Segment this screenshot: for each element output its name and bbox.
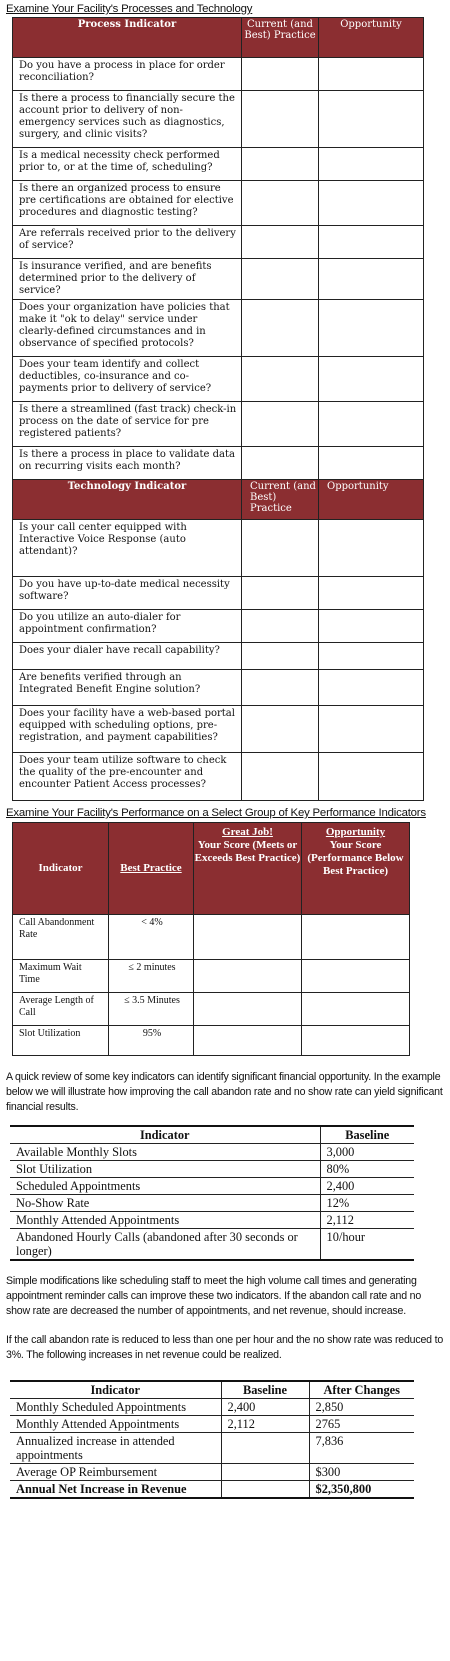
opportunity-cell[interactable] <box>319 226 424 259</box>
changes-indicator: Average OP Reimbursement <box>10 1464 221 1481</box>
baseline-indicator: Scheduled Appointments <box>10 1178 320 1195</box>
opportunity-cell[interactable] <box>319 610 424 643</box>
changes-baseline <box>221 1433 309 1464</box>
changes-indicator: Monthly Scheduled Appointments <box>10 1399 221 1416</box>
table-row <box>13 520 424 577</box>
opportunity-score-title: Opportunity <box>325 826 386 838</box>
opportunity-score-subtitle: Your Score (Performance Below Best Practice) <box>307 839 404 877</box>
changes-baseline <box>221 1481 309 1499</box>
current-cell[interactable] <box>242 577 319 610</box>
great-job-score-cell[interactable] <box>194 1026 302 1056</box>
current-cell[interactable] <box>242 58 319 91</box>
changes-baseline <box>221 1464 309 1481</box>
baseline-table <box>10 1125 414 1261</box>
table-row <box>10 1144 414 1161</box>
great-job-score-cell[interactable] <box>194 993 302 1026</box>
technology-question: Does your team utilize software to check the quality of the pre-encounter and encounter Patient Access processes? <box>13 753 242 801</box>
process-header-row <box>13 18 424 58</box>
table-row <box>10 1212 414 1229</box>
technology-question: Does your facility have a web-based portal equipped with scheduling options, pre-registration, and payment capabilities? <box>13 706 242 753</box>
changes-indicator: Annualized increase in attended appointments <box>10 1433 221 1464</box>
technology-question: Do you utilize an auto-dialer for appointment confirmation? <box>13 610 242 643</box>
kpi-best-practice-header: Best Practice <box>109 823 194 915</box>
changes-indicator: Annual Net Increase in Revenue <box>10 1481 221 1499</box>
opportunity-header: Opportunity <box>319 18 424 58</box>
technology-question: Are benefits verified through an Integrated Benefit Engine solution? <box>13 670 242 706</box>
current-practice-header: Current (and Best) Practice <box>242 18 319 58</box>
kpi-best-practice: ≤ 2 minutes <box>109 960 194 993</box>
process-question: Does your organization have policies that make it "ok to delay" service under clearly-defined circumstances and in observance of specified protocols? <box>13 300 242 357</box>
current-cell[interactable] <box>242 610 319 643</box>
technology-header-row <box>13 480 424 520</box>
current-cell[interactable] <box>242 643 319 670</box>
opportunity-header: Opportunity <box>319 480 424 520</box>
table-row <box>10 1481 414 1499</box>
technology-question: Is your call center equipped with Interactive Voice Response (auto attendant)? <box>13 520 242 577</box>
baseline-value-header: Baseline <box>320 1126 414 1144</box>
kpi-indicator: Call Abandonment Rate <box>13 915 109 960</box>
current-cell[interactable] <box>242 91 319 148</box>
baseline-indicator: Available Monthly Slots <box>10 1144 320 1161</box>
opportunity-score-cell[interactable] <box>302 960 410 993</box>
after-changes-table <box>10 1380 414 1499</box>
intro-paragraph: A quick review of some key indicators can identify significant financial opportunity. In the example below we will illustrate how improving the call abandon rate and no show rate can yield significant financial results. <box>6 1071 443 1113</box>
current-cell[interactable] <box>242 706 319 753</box>
baseline-value: 80% <box>320 1161 414 1178</box>
current-cell[interactable] <box>242 259 319 300</box>
table-row <box>13 259 424 300</box>
opportunity-score-cell[interactable] <box>302 915 410 960</box>
table-row <box>13 357 424 402</box>
changes-baseline: 2,112 <box>221 1416 309 1433</box>
table-row <box>13 993 410 1026</box>
process-question: Are referrals received prior to the delivery of service? <box>13 226 242 259</box>
opportunity-score-header <box>302 823 410 915</box>
changes-baseline-header: Baseline <box>221 1381 309 1399</box>
opportunity-cell[interactable] <box>319 753 424 801</box>
baseline-header-row <box>10 1126 414 1144</box>
opportunity-cell[interactable] <box>319 402 424 447</box>
reduction-paragraph: If the call abandon rate is reduced to less than one per hour and the no show rate was reduced to 3%. The following increases in net revenue could be realized. <box>6 1334 444 1361</box>
opportunity-cell[interactable] <box>319 91 424 148</box>
current-cell[interactable] <box>242 520 319 577</box>
opportunity-cell[interactable] <box>319 181 424 226</box>
current-cell[interactable] <box>242 226 319 259</box>
baseline-value: 2,400 <box>320 1178 414 1195</box>
technology-question: Does your dialer have recall capability? <box>13 643 242 670</box>
table-row <box>13 181 424 226</box>
changes-after-header: After Changes <box>309 1381 414 1399</box>
modifications-paragraph: Simple modifications like scheduling staff to meet the high volume call times and generating appointment reminder calls can improve these two indicators. If the abandon call rate and no show rate are decreased the number of appointments, and net revenue, should increase. <box>6 1275 422 1317</box>
current-practice-header: Current (and Best) Practice <box>242 480 319 520</box>
current-cell[interactable] <box>242 447 319 480</box>
table-row <box>10 1433 414 1464</box>
table-row <box>10 1178 414 1195</box>
technology-question: Do you have up-to-date medical necessity software? <box>13 577 242 610</box>
changes-after: $300 <box>309 1464 414 1481</box>
table-row <box>13 447 424 480</box>
opportunity-cell[interactable] <box>319 577 424 610</box>
table-row <box>13 402 424 447</box>
baseline-value: 2,112 <box>320 1212 414 1229</box>
table-row <box>13 706 424 753</box>
current-cell[interactable] <box>242 753 319 801</box>
current-cell[interactable] <box>242 181 319 226</box>
process-question: Is there an organized process to ensure pre certifications are obtained for elective procedures and diagnostic testing? <box>13 181 242 226</box>
kpi-best-practice: 95% <box>109 1026 194 1056</box>
process-question: Does your team identify and collect deductibles, co-insurance and co-payments prior to delivery of service? <box>13 357 242 402</box>
kpi-table <box>12 822 410 1056</box>
current-cell[interactable] <box>242 402 319 447</box>
section-title-processes: Examine Your Facility's Processes and Technology <box>6 3 253 15</box>
opportunity-score-cell[interactable] <box>302 993 410 1026</box>
baseline-value: 12% <box>320 1195 414 1212</box>
kpi-best-practice: < 4% <box>109 915 194 960</box>
great-job-subtitle: Your Score (Meets or Exceeds Best Practice) <box>194 839 301 864</box>
baseline-indicator-header: Indicator <box>10 1126 320 1144</box>
table-row <box>13 610 424 643</box>
great-job-score-cell[interactable] <box>194 960 302 993</box>
process-indicator-header: Process Indicator <box>13 18 242 58</box>
changes-after: $2,350,800 <box>309 1481 414 1499</box>
table-row <box>13 58 424 91</box>
kpi-indicator: Average Length of Call <box>13 993 109 1026</box>
great-job-score-cell[interactable] <box>194 915 302 960</box>
opportunity-cell[interactable] <box>319 300 424 357</box>
changes-baseline: 2,400 <box>221 1399 309 1416</box>
opportunity-cell[interactable] <box>319 670 424 706</box>
technology-indicator-header: Technology Indicator <box>13 480 242 520</box>
process-question: Is insurance verified, and are benefits determined prior to the delivery of service? <box>13 259 242 300</box>
great-job-header <box>194 823 302 915</box>
baseline-value: 3,000 <box>320 1144 414 1161</box>
table-row <box>13 753 424 801</box>
table-row <box>10 1399 414 1416</box>
process-question: Is there a streamlined (fast track) check-in process on the date of service for pre registered patients? <box>13 402 242 447</box>
table-row <box>10 1161 414 1178</box>
opportunity-cell[interactable] <box>319 643 424 670</box>
table-row <box>13 577 424 610</box>
process-question: Is there a process to financially secure the account prior to delivery of non-emergency services such as diagnostics, surgery, and clinic visits? <box>13 91 242 148</box>
changes-header-row <box>10 1381 414 1399</box>
section-title-kpi: Examine Your Facility's Performance on a Select Group of Key Performance Indicators <box>6 807 426 819</box>
process-question: Is a medical necessity check performed prior to, or at the time of, scheduling? <box>13 148 242 181</box>
baseline-indicator: Monthly Attended Appointments <box>10 1212 320 1229</box>
baseline-indicator: No-Show Rate <box>10 1195 320 1212</box>
great-job-title: Great Job! <box>222 826 273 838</box>
opportunity-cell[interactable] <box>319 148 424 181</box>
changes-after: 7,836 <box>309 1433 414 1464</box>
current-cell[interactable] <box>242 357 319 402</box>
baseline-indicator: Slot Utilization <box>10 1161 320 1178</box>
opportunity-cell[interactable] <box>319 520 424 577</box>
table-row <box>13 148 424 181</box>
current-cell[interactable] <box>242 148 319 181</box>
table-row <box>10 1229 414 1261</box>
table-row <box>10 1195 414 1212</box>
process-question: Is there a process in place to validate data on recurring visits each month? <box>13 447 242 480</box>
changes-indicator-header: Indicator <box>10 1381 221 1399</box>
table-row <box>13 915 410 960</box>
table-row <box>13 960 410 993</box>
changes-after: 2765 <box>309 1416 414 1433</box>
table-row <box>13 226 424 259</box>
table-row <box>13 643 424 670</box>
process-question: Do you have a process in place for order reconciliation? <box>13 58 242 91</box>
changes-after: 2,850 <box>309 1399 414 1416</box>
table-row <box>10 1416 414 1433</box>
process-technology-table <box>12 17 424 801</box>
kpi-indicator: Slot Utilization <box>13 1026 109 1056</box>
table-row <box>10 1464 414 1481</box>
opportunity-cell[interactable] <box>319 58 424 91</box>
table-row <box>13 1026 410 1056</box>
changes-indicator: Monthly Attended Appointments <box>10 1416 221 1433</box>
opportunity-cell[interactable] <box>319 259 424 300</box>
baseline-value: 10/hour <box>320 1229 414 1261</box>
baseline-indicator: Abandoned Hourly Calls (abandoned after 30 seconds or longer) <box>10 1229 320 1261</box>
kpi-best-practice: ≤ 3.5 Minutes <box>109 993 194 1026</box>
table-row <box>13 91 424 148</box>
table-row <box>13 300 424 357</box>
kpi-indicator-header: Indicator <box>13 823 109 915</box>
opportunity-cell[interactable] <box>319 357 424 402</box>
table-row <box>13 670 424 706</box>
current-cell[interactable] <box>242 300 319 357</box>
opportunity-cell[interactable] <box>319 706 424 753</box>
kpi-indicator: Maximum Wait Time <box>13 960 109 993</box>
opportunity-score-cell[interactable] <box>302 1026 410 1056</box>
opportunity-cell[interactable] <box>319 447 424 480</box>
current-cell[interactable] <box>242 670 319 706</box>
kpi-header-row <box>13 823 410 915</box>
